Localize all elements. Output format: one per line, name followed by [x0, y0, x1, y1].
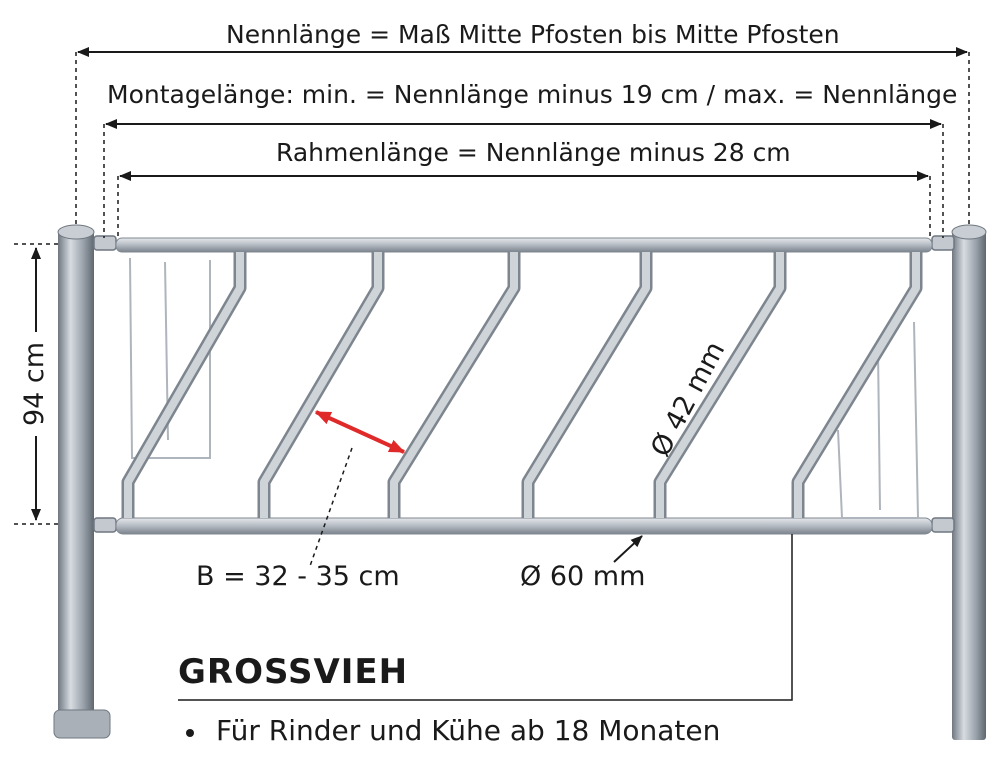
- product-title: GROSSVIEH: [178, 652, 409, 692]
- left-post: [54, 225, 110, 738]
- gap-width-arrow: [316, 412, 404, 452]
- mounting-length-label: Montagelänge: min. = Nennlänge minus 19 cm / max. = Nennlänge: [107, 80, 958, 109]
- diagonal-bar: [264, 252, 378, 518]
- bar-diameter-label: Ø 42 mm: [645, 336, 732, 462]
- diagonal-bar: [128, 252, 240, 518]
- product-bullet-item: Für Rinder und Kühe ab 18 Monaten: [216, 714, 721, 747]
- rail-diameter-pointer: [614, 536, 642, 562]
- frame-length-label: Rahmenlänge = Nennlänge minus 28 cm: [276, 138, 791, 167]
- diagonal-bar: [394, 252, 514, 518]
- right-post: [952, 225, 986, 740]
- diagonal-bar: [798, 252, 916, 518]
- diagonal-bars: [128, 252, 916, 518]
- nominal-length-label: Nennlänge = Maß Mitte Pfosten bis Mitte Pfosten: [226, 20, 840, 49]
- bottom-rail: [116, 518, 932, 534]
- diagonal-bar: [528, 252, 646, 518]
- rail-diameter-label: Ø 60 mm: [520, 561, 646, 592]
- top-rail: [116, 238, 932, 252]
- bullet-dot: [186, 729, 194, 737]
- height-label: 94 cm: [19, 341, 50, 427]
- gap-width-label: B = 32 - 35 cm: [196, 561, 400, 592]
